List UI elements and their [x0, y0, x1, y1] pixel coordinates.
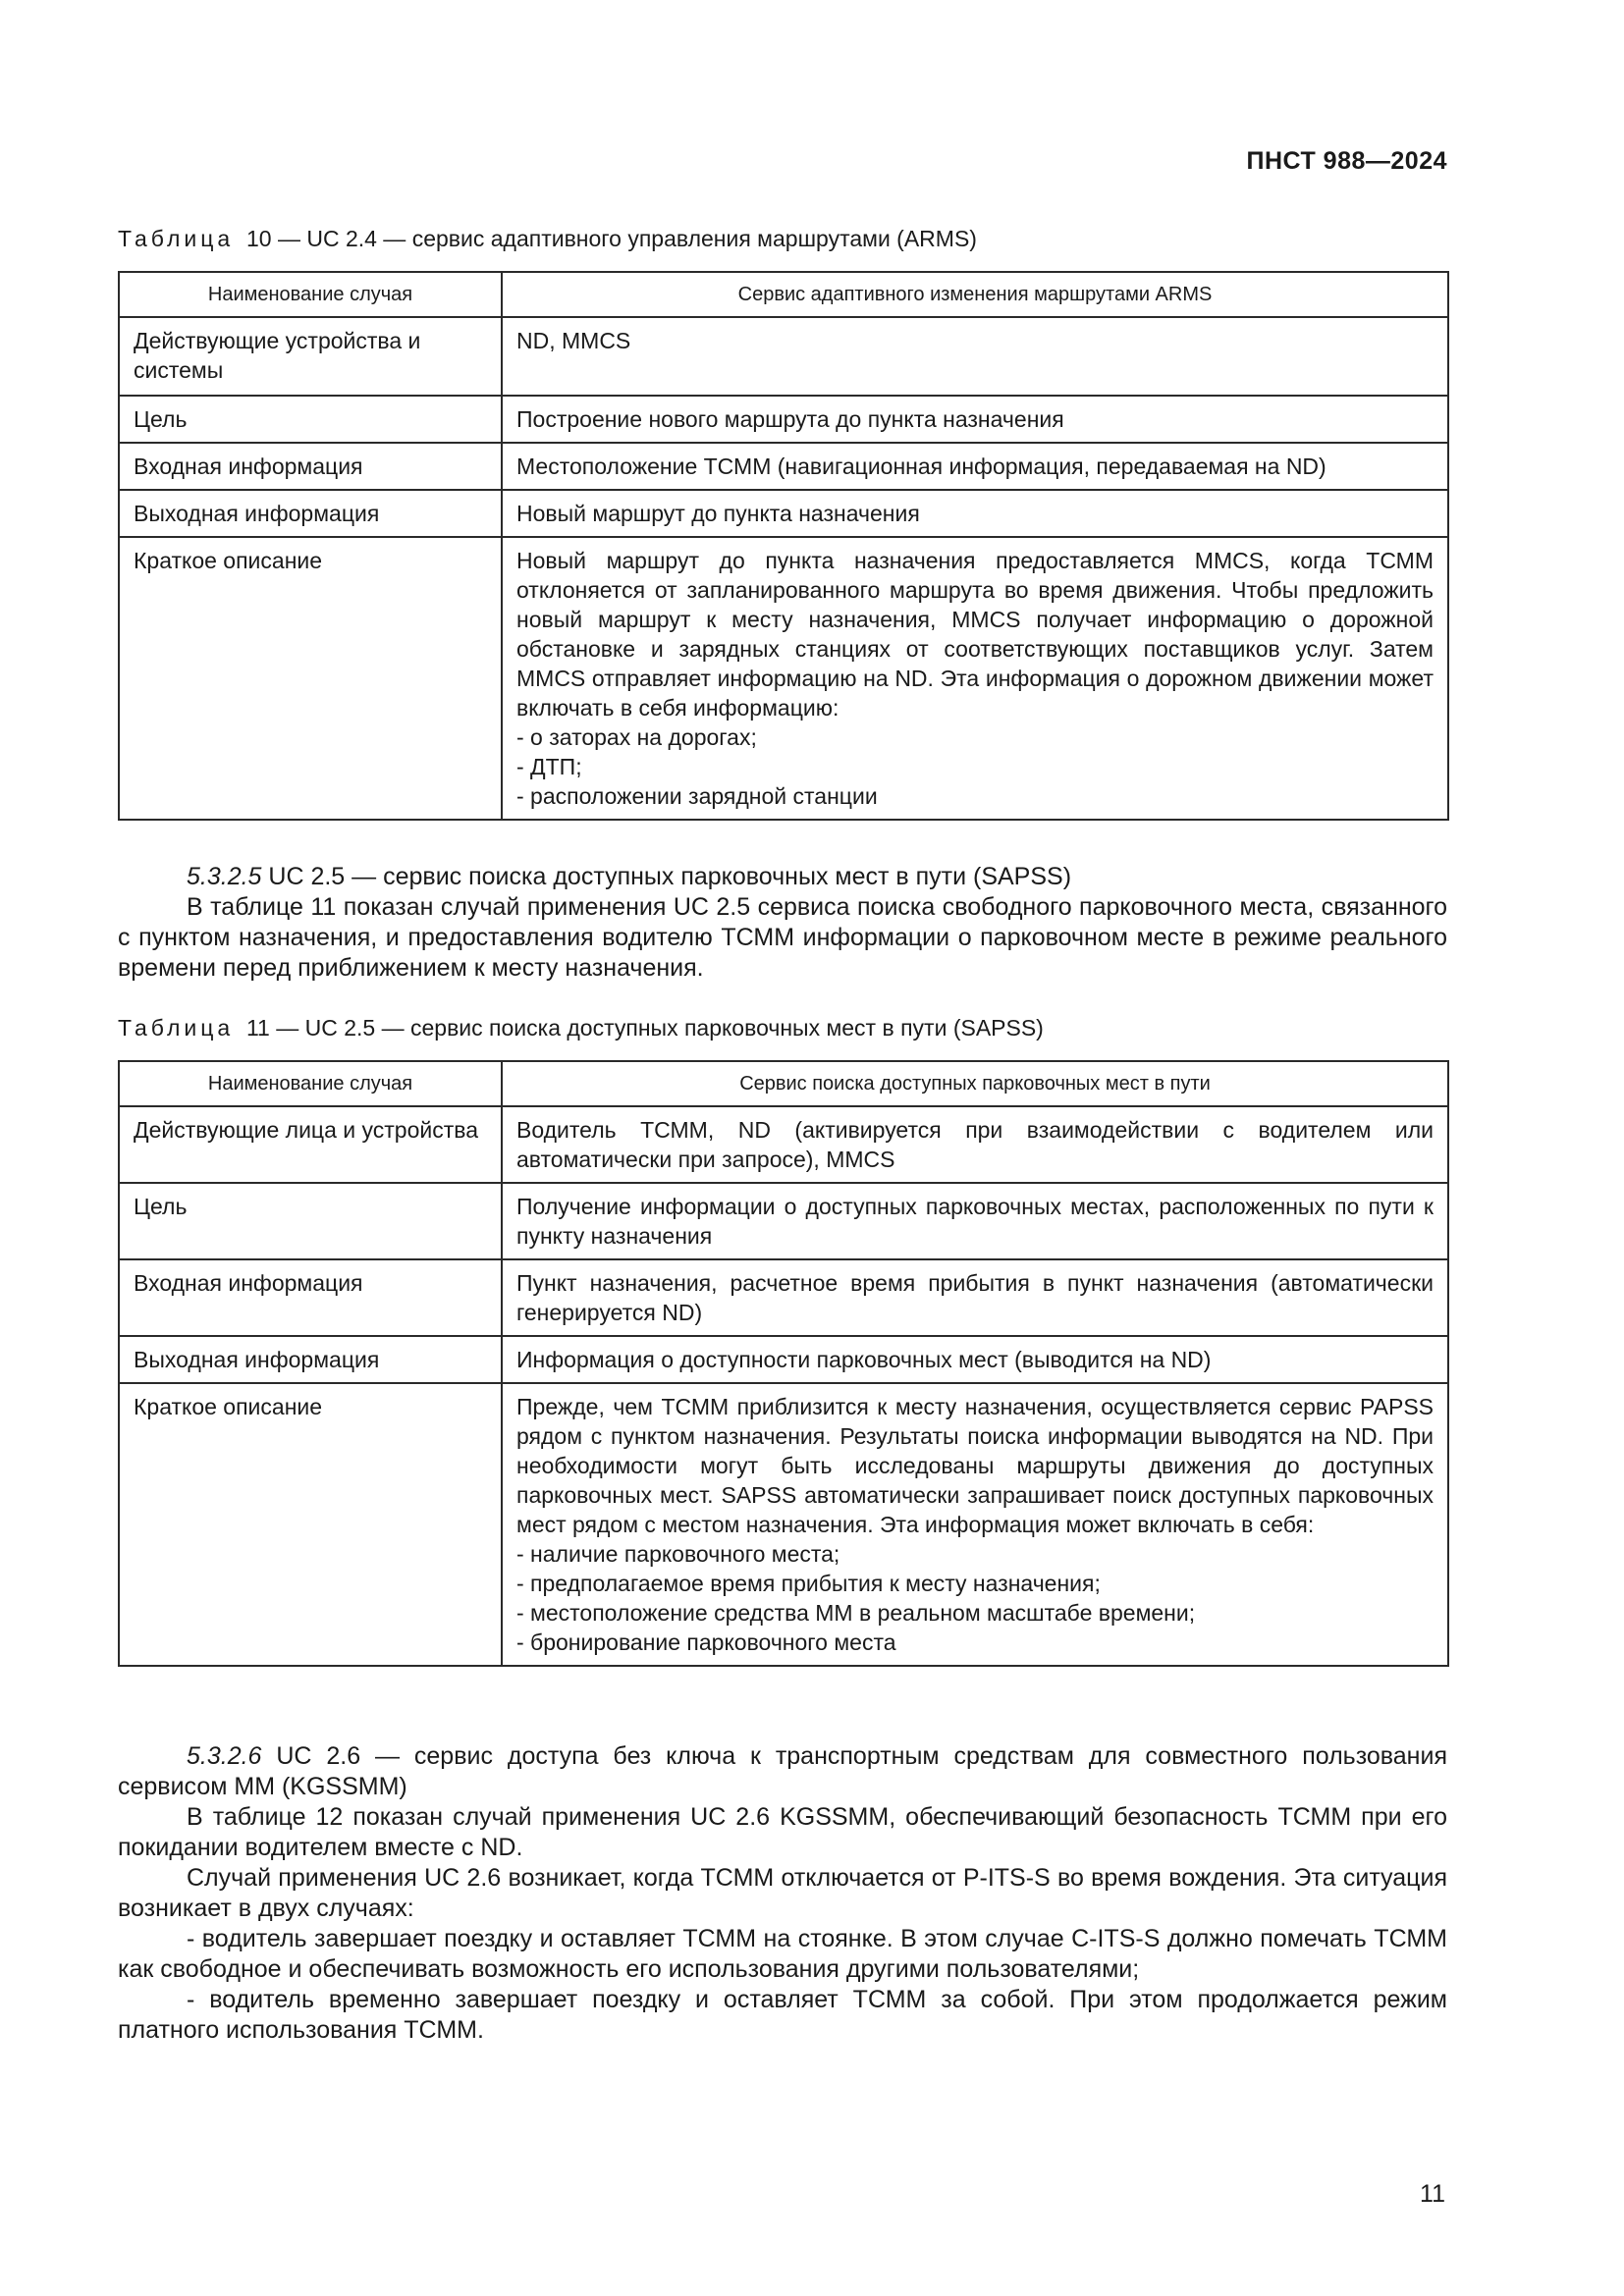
table-11-caption	[118, 1013, 1447, 1042]
table-10-col1-header: Наименование случая	[119, 272, 502, 317]
table-row-value: Построение нового маршрута до пункта назначения	[502, 396, 1448, 443]
section-paragraph: Случай применения UC 2.6 возникает, когда ТСММ отключается от P-ITS-S во время вождения. Эта ситуация возникает в двух случаях:	[118, 1864, 1447, 1922]
table-11-caption-text: 11 — UC 2.5 — сервис поиска доступных парковочных мест в пути (SAPSS)	[245, 1015, 1044, 1041]
table-row	[119, 1106, 1448, 1183]
table-row	[119, 1259, 1448, 1336]
table-row-label: Краткое описание	[119, 1383, 502, 1666]
table-row	[119, 1383, 1448, 1666]
section-number: 5.3.2.6	[187, 1742, 262, 1770]
section-paragraph: В таблице 11 показан случай применения UC 2.5 сервиса поиска свободного парковочного места, связанного с пунктом назначения, и предоставления водителю ТСММ информации о парковочном месте в режиме реального времени перед приближением к месту назначения.	[118, 893, 1447, 982]
table-row-value: ND, MMCS	[502, 317, 1448, 396]
table-row-label: Действующие лица и устройства	[119, 1106, 502, 1183]
table-row-label: Краткое описание	[119, 537, 502, 820]
table-row	[119, 396, 1448, 443]
page-number: 11	[1420, 2180, 1445, 2208]
description-list-item: - местоположение средства ММ в реальном масштабе времени;	[516, 1600, 1196, 1626]
table-10	[118, 271, 1449, 821]
table-row-value: Информация о доступности парковочных мест (выводится на ND)	[502, 1336, 1448, 1383]
table-row	[119, 443, 1448, 490]
table-row-label: Входная информация	[119, 443, 502, 490]
table-11-header-row	[119, 1061, 1448, 1106]
table-11	[118, 1060, 1449, 1667]
table-10-header-row	[119, 272, 1448, 317]
table-row-label: Действующие устройства и системы	[119, 317, 502, 396]
table-10-caption-text: 10 — UC 2.4 — сервис адаптивного управления маршрутами (ARMS)	[245, 226, 977, 251]
section-paragraph: - водитель временно завершает поездку и оставляет ТСММ за собой. При этом продолжается режим платного использования ТСММ.	[118, 1986, 1447, 2044]
table-row-label: Выходная информация	[119, 1336, 502, 1383]
table-row-label: Цель	[119, 396, 502, 443]
document-code: ПНСТ 988—2024	[1246, 147, 1447, 175]
section-heading	[118, 862, 1447, 892]
table-row	[119, 537, 1448, 820]
description-list-item: - расположении зарядной станции	[516, 783, 878, 809]
section-paragraph: - водитель завершает поездку и оставляет ТСММ на стоянке. В этом случае C-ITS-S должно помечать ТСММ как свободное и обеспечивать возможность его использования другими пользователями;	[118, 1925, 1447, 1983]
section-paragraph: В таблице 12 показан случай применения UC 2.6 KGSSMM, обеспечивающий безопасность ТСММ при его покидании водителем вместе с ND.	[118, 1803, 1447, 1861]
table-row-label: Выходная информация	[119, 490, 502, 537]
table-row	[119, 1183, 1448, 1259]
description-list-item: - ДТП;	[516, 754, 582, 779]
table-row-value: Новый маршрут до пункта назначения	[502, 490, 1448, 537]
table-row-description	[502, 537, 1448, 820]
table-10-caption-prefix: Таблица	[118, 226, 235, 251]
table-row	[119, 1336, 1448, 1383]
table-row-label: Цель	[119, 1183, 502, 1259]
description-list-item: - предполагаемое время прибытия к месту назначения;	[516, 1571, 1101, 1596]
table-10-col2-header: Сервис адаптивного изменения маршрутами ARMS	[502, 272, 1448, 317]
table-11-col1-header: Наименование случая	[119, 1061, 502, 1106]
table-row-value: Местоположение ТСММ (навигационная информация, передаваемая на ND)	[502, 443, 1448, 490]
section-title: UC 2.6 — сервис доступа без ключа к транспортным средствам для совместного пользования сервисом ММ (KGSSMM)	[118, 1742, 1447, 1800]
table-row	[119, 490, 1448, 537]
section-heading	[118, 1741, 1447, 1802]
table-row-label: Входная информация	[119, 1259, 502, 1336]
section-number: 5.3.2.5	[187, 863, 262, 890]
table-row	[119, 317, 1448, 396]
table-row-value: Пункт назначения, расчетное время прибытия в пункт назначения (автоматически генерируется ND)	[502, 1259, 1448, 1336]
description-list-item: - бронирование парковочного места	[516, 1629, 896, 1655]
description-list-item: - о заторах на дорогах;	[516, 724, 757, 750]
description-list-item: - наличие парковочного места;	[516, 1541, 840, 1567]
section-5-3-2-6	[118, 1741, 1447, 2046]
table-row-value: Получение информации о доступных парковочных местах, расположенных по пути к пункту назначения	[502, 1183, 1448, 1259]
table-11-col2-header: Сервис поиска доступных парковочных мест в пути	[502, 1061, 1448, 1106]
table-row-description	[502, 1383, 1448, 1666]
description-text: Новый маршрут до пункта назначения предоставляется MMCS, когда ТСММ отклоняется от запланированного маршрута во время движения. Чтобы предложить новый маршрут к месту назначения, MMCS получает информацию о дорожной обстановке и зарядных станциях от соответствующих поставщиков услуг. Затем MMCS отправляет информацию на ND. Эта информация о дорожном движении может включать в себя информацию:	[516, 548, 1434, 721]
section-5-3-2-5	[118, 862, 1447, 984]
description-text: Прежде, чем ТСММ приблизится к месту назначения, осуществляется сервис PAPSS рядом с пунктом назначения. Результаты поиска информации выводятся на ND. При необходимости могут быть исследованы маршруты движения до доступных парковочных мест. SAPSS автоматически запрашивает поиск доступных парковочных мест рядом с местом назначения. Эта информация может включать в себя:	[516, 1394, 1434, 1537]
table-row-value: Водитель ТСММ, ND (активируется при взаимодействии с водителем или автоматически при запросе), MMCS	[502, 1106, 1448, 1183]
table-10-caption	[118, 224, 1447, 253]
section-title: UC 2.5 — сервис поиска доступных парковочных мест в пути (SAPSS)	[268, 863, 1072, 890]
table-11-caption-prefix: Таблица	[118, 1015, 235, 1041]
